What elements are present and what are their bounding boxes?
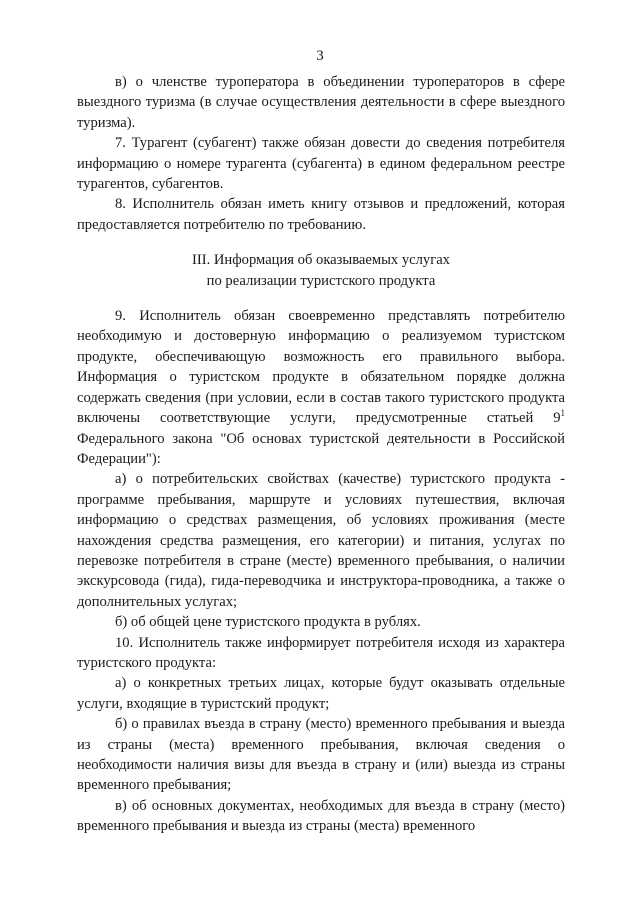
document-body [77, 72, 565, 837]
paragraph-9 [77, 306, 565, 469]
paragraph-8: 8. Исполнитель обязан иметь книгу отзывов и предложений, которая предоставляется потребителю по требованию. [77, 196, 565, 233]
paragraph-10b: б) о правилах въезда в страну (место) временного пребывания и выезда из страны (места) временного пребывания, включая сведения о необходимости наличия визы для въезда в страну и (или) выезда из страны временного пребывания; [77, 716, 565, 794]
section-heading-line-1: III. Информация об оказываемых услугах [192, 252, 450, 269]
page-number: 3 [316, 48, 324, 64]
paragraph-9-text-after: Федерального закона "Об основах туристской деятельности в Российской Федерации"): [77, 430, 565, 467]
paragraph-9a: а) о потребительских свойствах (качестве) туристского продукта - программе пребывания, маршруте и условиях путешествия, включая информацию о средствах размещения, об условиях проживания (месте нахождения средства размещения, его категории) и питания, услугах по перевозке потребителя в стране (месте) временного пребывания, о наличии экскурсовода (гида), гида-переводчика и инструктора-проводника, а также о дополнительных услугах; [77, 471, 565, 610]
paragraph-9-text: 9. Исполнитель обязан своевременно представлять потребителю необходимую и достоверную информацию о реализуемом туристском продукте, обеспечивающую возможность его правильного выбора. Информация о туристском продукте в обязательном порядке должна содержать сведения (при условии, если в состав такого туристского продукта включены соответствующие услуги, предусмотренные статьей 9 [77, 308, 565, 427]
paragraph-10a: а) о конкретных третьих лицах, которые будут оказывать отдельные услуги, входящие в туристский продукт; [77, 675, 565, 712]
paragraph-10c: в) об основных документах, необходимых для въезда в страну (место) временного пребывания и выезда из страны (места) временного [77, 797, 565, 835]
paragraph-7: 7. Турагент (субагент) также обязан довести до сведения потребителя информацию о номере турагента (субагента) в едином федеральном реестре турагентов, субагентов. [77, 135, 565, 193]
paragraph-9-superscript: 1 [560, 408, 565, 419]
section-heading [77, 250, 565, 291]
paragraph-10: 10. Исполнитель также информирует потребителя исходя из характера туристского продукта: [77, 634, 565, 671]
paragraph-9b: б) об общей цене туристского продукта в рублях. [115, 614, 421, 631]
section-heading-line-2: по реализации туристского продукта [206, 272, 436, 289]
paragraph-membership: в) о членстве туроператора в объединении туроператоров в сфере выездного туризма (в случае осуществления деятельности в сфере выездного туризма). [77, 74, 565, 131]
